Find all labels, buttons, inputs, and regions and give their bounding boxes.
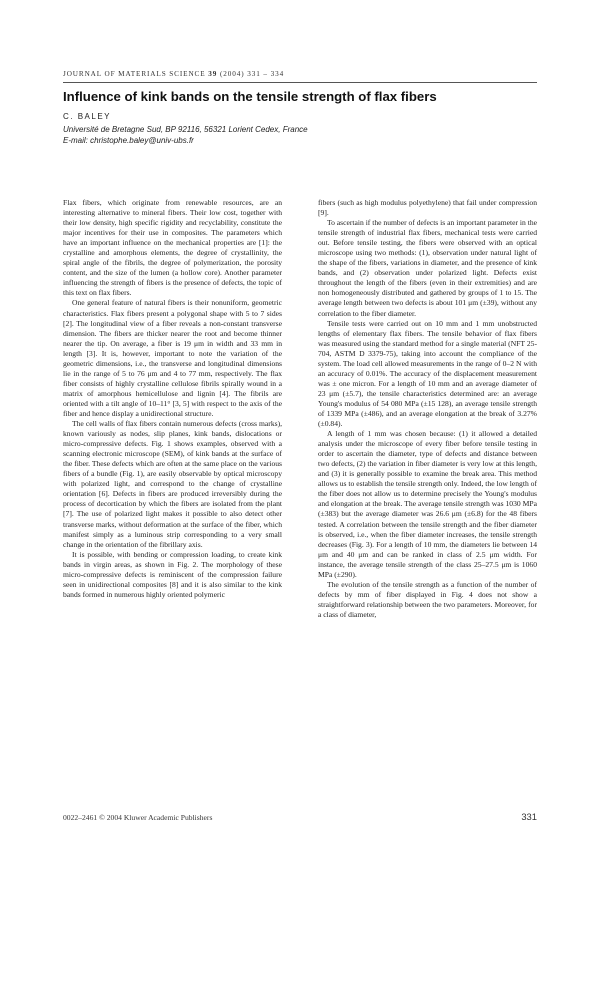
article-author: C. BALEY [63,112,112,121]
paragraph: Tensile tests were carried out on 10 mm and 1 mm unobstructed lengths of elementary flax fibers. The tensile behavior of flax fibers was measured using the standard method for a single material (NFT 25-704, ASTM D 3379-75), taking into account the compliance of the system. The load cell allowed measurements in the range of 0–2 N with an accuracy of 0.01%. The accuracy of the displacement measurement was ± one micron. For a length of 10 mm and an average diameter of 23 μm (±5.7), the tensile characteristics determined are: an average Young's modulus of 54 080 MPa (±15 128), an average tensile strength of 1339 MPa (±486), and an average elongation at the break of 3.27% (±0.84). [318,318,537,429]
paragraph: It is possible, with bending or compression loading, to create kink bands in virgin areas, as shown in Fig. 2. The morphology of these micro-compressive defects is reminiscent of the compression failure seen in unidirectional composites [8] and it is also similar to the kink bands formed in numerous highly oriented polymeric [63,549,282,599]
paragraph: To ascertain if the number of defects is an important parameter in the tensile strength of industrial flax fibers, mechanical tests were carried out. Before tensile testing, the fibers were observed with an optical microscope using two methods: (1), observation under natural light of the shape of the fibers, variations in diameter, and the presence of kink bands, and (2) observation under polarized light. Defects exist throughout the length of the fibers (even in their extremities) and are non homogeneously distributed and gathered by groups of 1 to 15. The average length between two defects is about 101 μm (±39), without any correlation to the fiber diameter. [318,218,537,318]
journal-header [63,70,543,78]
journal-volume: 39 [208,70,218,78]
header-rule [63,82,537,83]
author-affiliation-block [63,125,543,146]
right-column [318,198,537,620]
footer-issn: 0022–2461 © 2004 Kluwer Academic Publishers [63,813,213,822]
author-email: E-mail: christophe.baley@univ-ubs.fr [63,135,194,145]
left-column [63,198,282,600]
paragraph: fibers (such as high modulus polyethylene) that fail under compression [9]. [318,198,537,218]
journal-year-pages: (2004) 331 – 334 [219,70,285,78]
paragraph: Flax fibers, which originate from renewable resources, are an interesting alternative to mineral fibers. Their low cost, together with their low density, high specific rigidity and recyclability, constitute the major incentives for their use in composites. The parameters which have an important influence on the mechanical properties are [1]: the crystalline and amorphous elements, the degree of crystallinity, the spiral angle of the fibrils, the degree of polymerization, the porosity content, and the size of the lumen (a hollow core). Another parameter influencing the strength of fibers is the presence of defects, the topic of this text on flax fibers. [63,198,282,298]
affiliation: Université de Bretagne Sud, BP 92116, 56321 Lorient Cedex, France [63,125,308,134]
paragraph: A length of 1 mm was chosen because: (1) it allowed a detailed analysis under the microscope of every fiber before tensile testing in order to ascertain the diameter, type of defects and distance between two defects, (2) the variation in fiber diameter is very low at this length, and (3) it is generally possible to examine the break area. This method allows us to establish the tensile strength only. Indeed, the low length of the fiber does not allow us to determine precisely the Young's modulus and elongation at the break. The average tensile strength was 1030 MPa (±383) but the average diameter was 26.6 μm (±6.8) for the 48 fibers tested. A correlation between the tensile strength and the fiber diameter is observed, i.e., when the fiber diameter increases, the tensile strength decreases (Fig. 3). For a length of 10 mm, the diameters lie between 14 μm and 40 μm and can be ranked in class of 2.5 μm width. For instance, the average tensile strength of the class 25–27.5 μm is 1060 MPa (±290). [318,429,537,579]
article-title: Influence of kink bands on the tensile strength of flax fibers [63,89,437,104]
paragraph: The cell walls of flax fibers contain numerous defects (cross marks), known variously as nodes, slip planes, kink bands, dislocations or micro-compressive defects. Fig. 1 shows examples, observed with a scanning electronic microscope (SEM), of kink bands at the surface of the fiber. These defects which are often at the same place on the various fibers of a bundle (Fig. 1), are easily observable by optical microscopy with polarized light, and correspond to the change of crystalline orientation [6]. Defects in fibers are produced irreversibly during the process of decortication by which the fibers are isolated from the plant [7]. The use of polarized light makes it possible to also detect other transverse marks, without deformation at the surface of the fiber, which manifest simply as a luminous strip corresponding to a very small change in the orientation of the fibrillary axis. [63,419,282,549]
paragraph: The evolution of the tensile strength as a function of the number of defects by mm of fiber displayed in Fig. 4 does not show a straightforward relationship between the two parameters. Moreover, for a class of diameter, [318,579,537,619]
journal-name: JOURNAL OF MATERIALS SCIENCE [63,70,206,78]
paragraph: One general feature of natural fibers is their nonuniform, geometric characteristics. Flax fibers present a polygonal shape with 5 to 7 sides [2]. The longitudinal view of a fiber reveals a non-constant transverse dimension. The fibers are thicker nearer the root and become thinner nearer the tip. On average, a fiber is 19 μm in width and 33 mm in length [3]. It is, however, important to note the variation of the geometric dimensions, i.e., the transverse and longitudinal dimensions lie in the range of 5 to 76 μm and 4 to 77 mm, respectively. The flax fiber consists of highly crystalline cellulose fibrils spirally wound in a matrix of amorphous hemicellulose and lignin [4]. The fibrils are oriented with a tilt angle of 10–11° [3, 5] with respect to the axis of the fiber and hence display a unidirectional structure. [63,298,282,418]
page-number: 331 [521,811,537,822]
